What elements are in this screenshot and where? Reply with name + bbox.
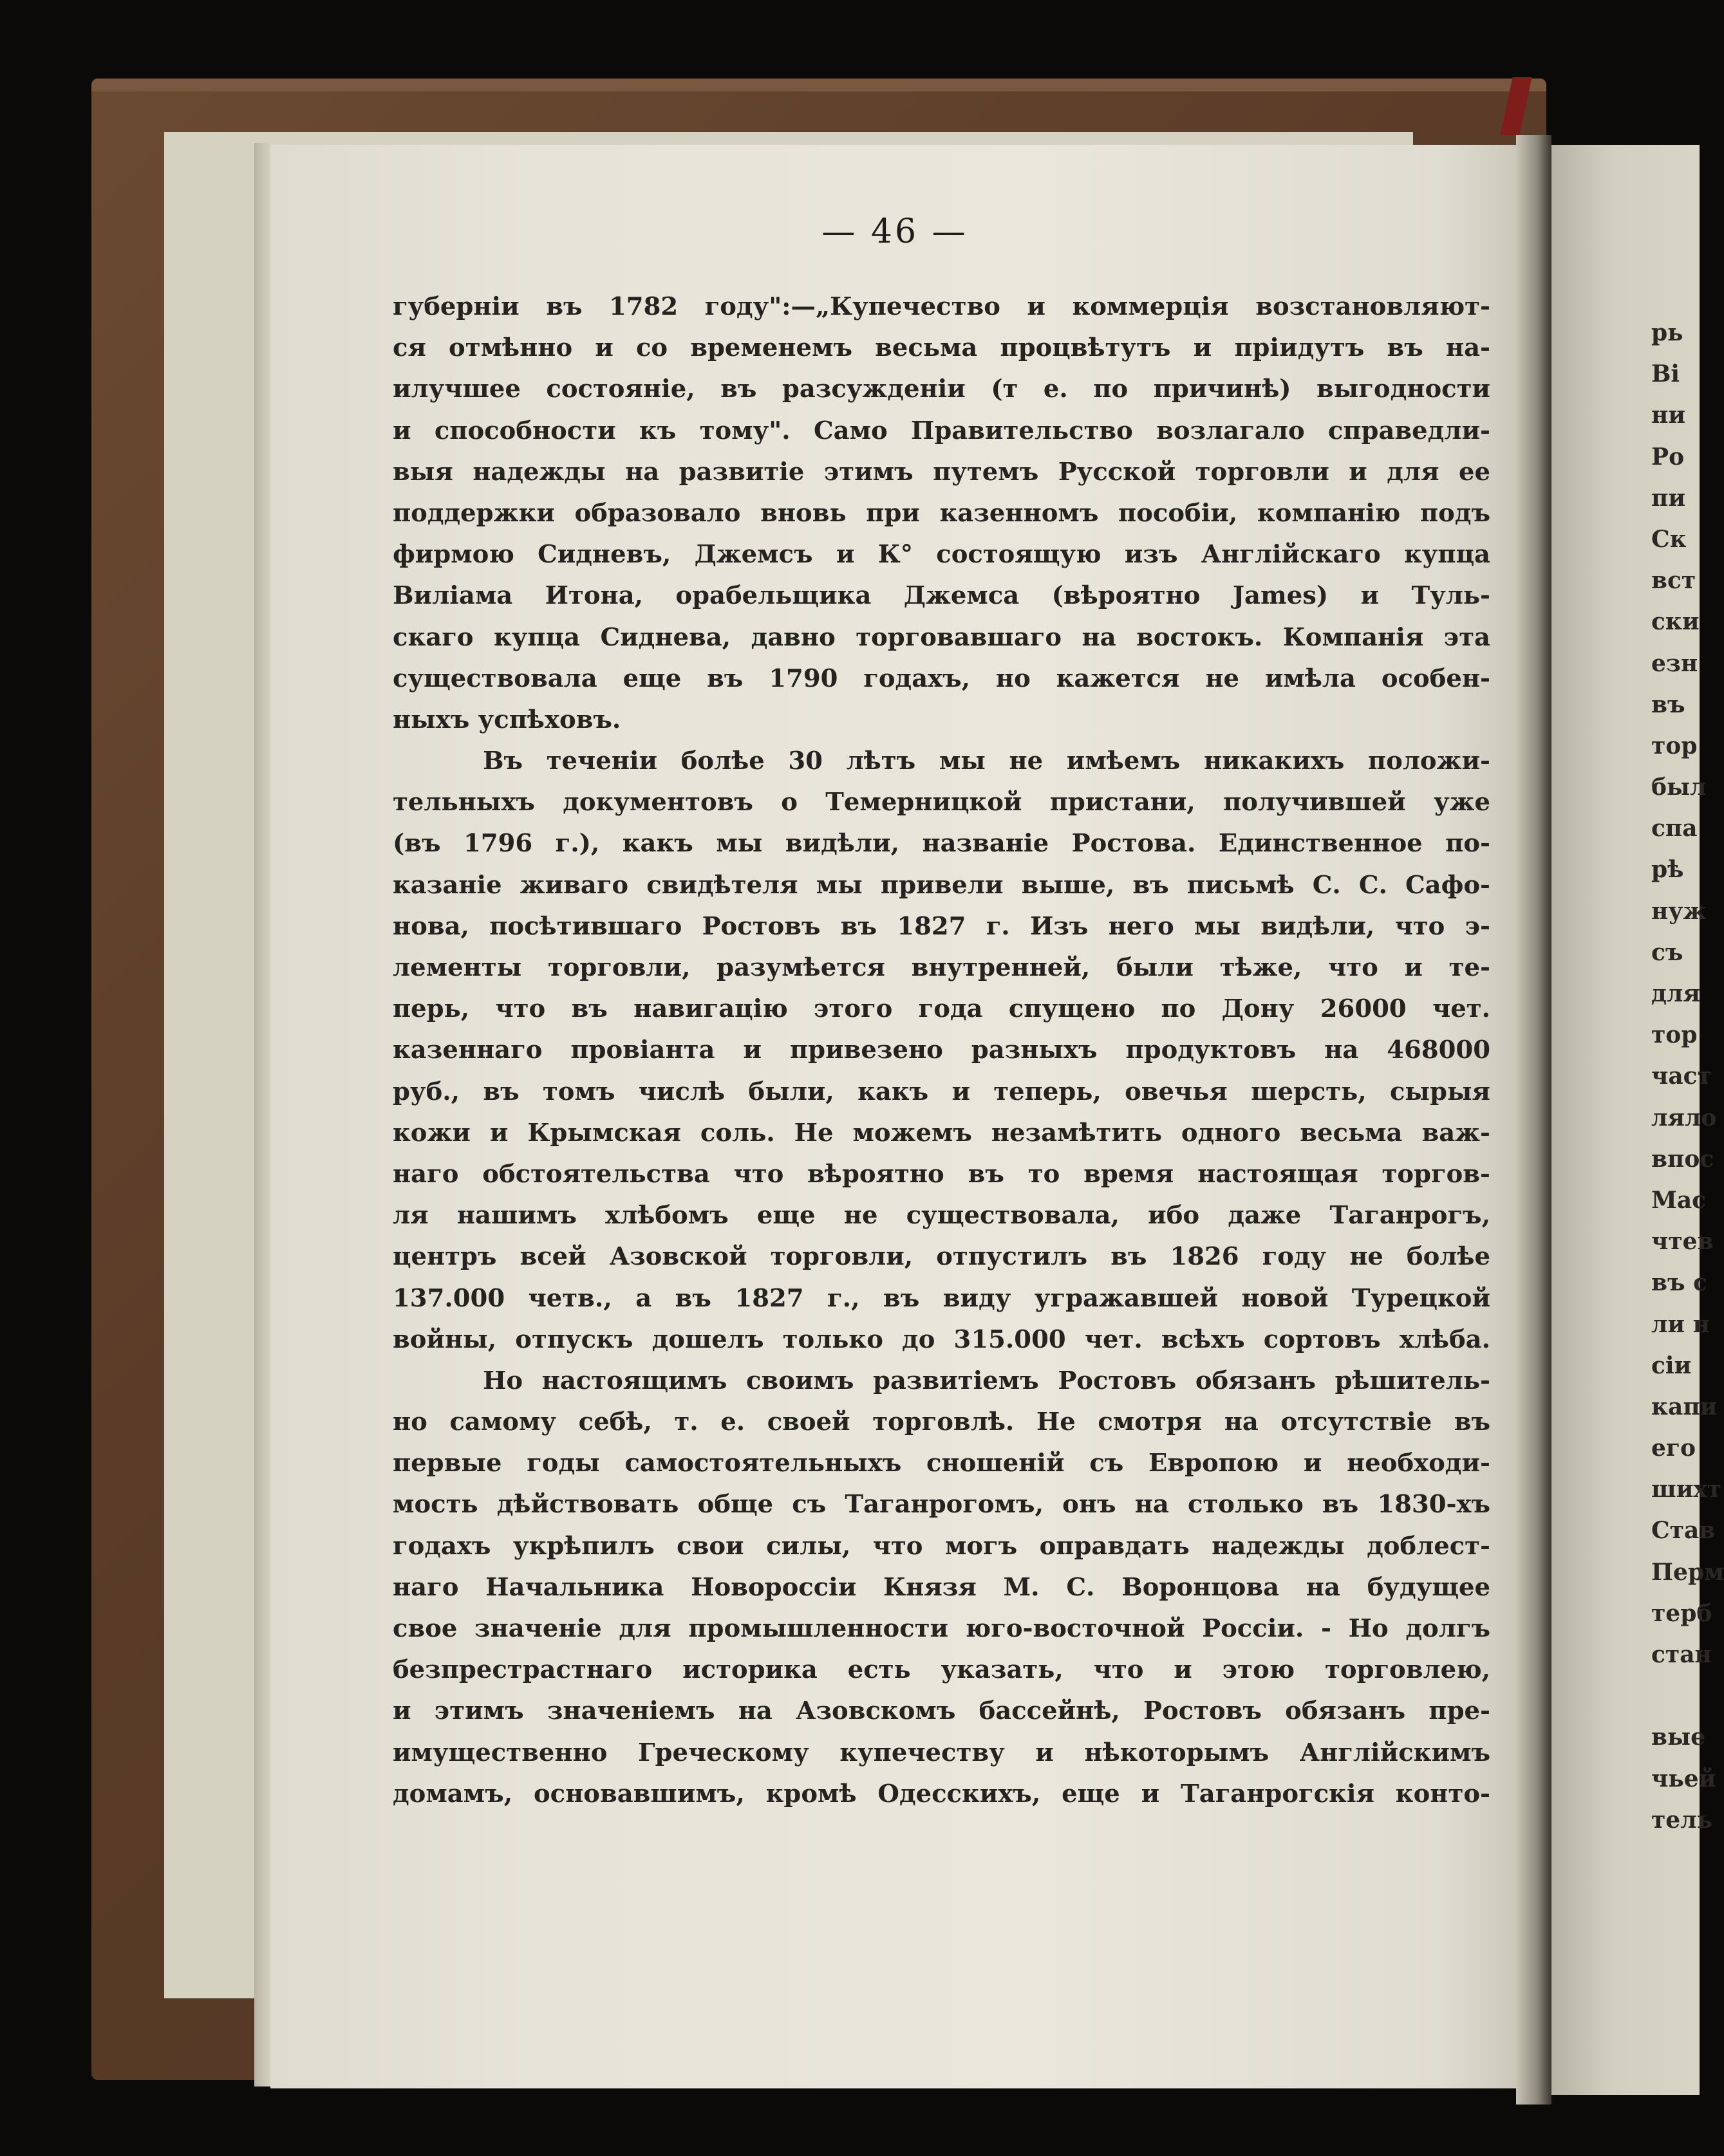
facing-line: капи: [1651, 1393, 1718, 1420]
book-gutter: [1516, 135, 1551, 2105]
facing-line: ли н: [1651, 1310, 1710, 1338]
facing-line: Мас: [1651, 1186, 1707, 1214]
facing-line: его: [1651, 1435, 1696, 1462]
text-line: тельныхъ документовъ о Темерницкой пристани, получившей уже: [393, 788, 1490, 817]
page-number: — 46 —: [821, 212, 968, 251]
text-line: ля нашимъ хлѣбомъ еще не существовала, ибо даже Таганрогъ,: [393, 1201, 1490, 1231]
text-line: наго обстоятельства что вѣроятно въ то время настоящая торгов-: [393, 1159, 1490, 1189]
facing-line: тель: [1651, 1806, 1713, 1834]
facing-line: терб: [1651, 1599, 1712, 1627]
facing-line: Ск: [1651, 525, 1687, 553]
facing-line: пи: [1651, 484, 1686, 512]
facing-line: вые: [1651, 1724, 1706, 1751]
facing-line: въ с: [1651, 1269, 1708, 1297]
text-line: войны, отпускъ дошелъ только до 315.000 чет. всѣхъ сортовъ хлѣба.: [393, 1324, 1490, 1354]
facing-line: [1651, 1675, 1703, 1716]
facing-line: Перм: [1651, 1558, 1724, 1586]
paragraph-3: [393, 1361, 1490, 1815]
facing-line: езн: [1651, 649, 1698, 677]
text-line: и этимъ значеніемъ на Азовскомъ бассейнѣ, Ростовъ обязанъ пре-: [393, 1696, 1490, 1726]
facing-line: тор: [1651, 1021, 1698, 1049]
facing-line: част: [1651, 1063, 1712, 1090]
text-line: кожи и Крымская соль. Не можемъ незамѣтить одного весьма важ-: [393, 1118, 1490, 1148]
text-line: руб., въ томъ числѣ были, какъ и теперь, овечья шерсть, сырыя: [393, 1077, 1490, 1106]
text-line: но самому себѣ, т. е. своей торговлѣ. Не смотря на отсутствіе въ: [393, 1408, 1490, 1437]
text-line: ныхъ успѣховъ.: [393, 705, 621, 734]
paragraph-2: [393, 741, 1490, 1361]
text-line: существовала еще въ 1790 годахъ, но кажется не имѣла особен-: [393, 664, 1490, 693]
facing-line: нуж: [1651, 897, 1707, 925]
text-line: поддержки образовало вновь при казенномъ пособіи, компанію подъ: [393, 498, 1490, 528]
facing-line: стан: [1651, 1641, 1712, 1668]
facing-line: для: [1651, 980, 1700, 1007]
facing-line: ни: [1651, 402, 1686, 429]
facing-line: Ро: [1651, 443, 1685, 470]
text-line: перь, что въ навигацію этого года спущено по Дону 26000 чет.: [393, 994, 1490, 1024]
text-line: нова, посѣтившаго Ростовъ въ 1827 г. Изъ него мы видѣли, что э-: [393, 911, 1490, 941]
text-line: выя надежды на развитіе этимъ путемъ Русской торговли и для ее: [393, 457, 1490, 487]
facing-line: шихт: [1651, 1476, 1722, 1503]
text-line: домамъ, основавшимъ, кромѣ Одесскихъ, еще и Таганрогскія конто-: [393, 1779, 1490, 1808]
facing-line: ляло: [1651, 1104, 1717, 1131]
text-line: илучшее состояніе, въ разсужденіи (т е. по причинѣ) выгодности: [393, 375, 1490, 404]
body-text: [393, 286, 1490, 1815]
text-line: первые годы самостоятельныхъ сношеній съ Европою и необходи-: [393, 1449, 1490, 1478]
facing-line: спа: [1651, 815, 1698, 842]
facing-line: Став: [1651, 1517, 1716, 1545]
facing-line: ски: [1651, 608, 1700, 636]
facing-line: рѣ: [1651, 856, 1684, 884]
facing-line: въ: [1651, 691, 1685, 718]
facing-line: чтев: [1651, 1228, 1714, 1256]
facing-page-text: [1651, 312, 1724, 1841]
cover-edge: [91, 79, 1546, 91]
text-line: казеннаго провіанта и привезено разныхъ продуктовъ на 468000: [393, 1036, 1490, 1065]
facing-line: чьей: [1651, 1765, 1716, 1792]
text-line: ся отмѣнно и со временемъ весьма процвѣтутъ и пріидутъ въ на-: [393, 333, 1490, 363]
facing-line: вст: [1651, 567, 1696, 595]
text-line: Но настоящимъ своимъ развитіемъ Ростовъ обязанъ рѣшитель-: [483, 1366, 1490, 1395]
text-line: безпрестрастнаго историка есть указать, что и этою торговлею,: [393, 1655, 1490, 1685]
text-line: (въ 1796 г.), какъ мы видѣли, названіе Ростова. Единственное по-: [393, 829, 1490, 859]
text-line: Въ теченіи болѣе 30 лѣтъ мы не имѣемъ никакихъ положи-: [483, 747, 1490, 776]
facing-line: Ві: [1651, 360, 1680, 388]
facing-line: рь: [1651, 319, 1683, 346]
text-line: казаніе живаго свидѣтеля мы привели выше, въ письмѣ С. С. Сафо-: [393, 870, 1490, 900]
text-line: губерніи въ 1782 году":—„Купечество и коммерція возстановляют-: [393, 292, 1490, 321]
text-line: центръ всей Азовской торговли, отпустилъ въ 1826 году не болѣе: [393, 1242, 1490, 1272]
text-line: свое значеніе для промышленности юго-восточной Россіи. - Но долгъ: [393, 1614, 1490, 1643]
text-line: 137.000 четв., а въ 1827 г., въ виду угражавшей новой Турецкой: [393, 1283, 1490, 1313]
text-line: наго Начальника Новороссіи Князя М. С. Воронцова на будущее: [393, 1572, 1490, 1602]
facing-line: был: [1651, 774, 1707, 801]
paragraph-1: [393, 286, 1490, 741]
text-line: скаго купца Сиднева, давно торговавшаго на востокъ. Компанія эта: [393, 622, 1490, 652]
facing-line: съ: [1651, 938, 1683, 966]
facing-line: тор: [1651, 732, 1698, 759]
facing-line: сіи: [1651, 1352, 1692, 1379]
text-line: Виліама Итона, орабельщика Джемса (вѣроятно James) и Туль-: [393, 581, 1490, 611]
text-line: годахъ укрѣпилъ свои силы, что могъ оправдать надежды доблест-: [393, 1531, 1490, 1561]
text-line: фирмою Сидневъ, Джемсъ и К° состоящую изъ Англійскаго купца: [393, 540, 1490, 570]
text-line: мость дѣйствовать обще съ Таганрогомъ, онъ на столько въ 1830-хъ: [393, 1490, 1490, 1519]
text-line: имущественно Греческому купечеству и нѣкоторымъ Англійскимъ: [393, 1738, 1490, 1767]
facing-line: впос: [1651, 1145, 1714, 1173]
text-line: лементы торговли, разумѣется внутренней, были тѣже, что и те-: [393, 953, 1490, 982]
text-line: и способности къ тому". Само Правительство возлагало справедли-: [393, 416, 1490, 445]
